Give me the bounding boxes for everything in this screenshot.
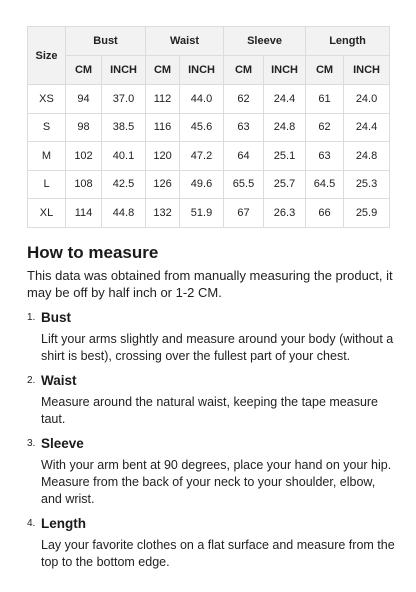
table-cell: 62 — [224, 85, 264, 114]
step-title-bust: Bust — [41, 310, 71, 325]
table-row — [28, 85, 390, 114]
table-cell: 94 — [66, 85, 102, 114]
step-title-waist: Waist — [41, 373, 77, 388]
table-header-row — [28, 27, 390, 56]
step-number: 3. — [27, 438, 36, 449]
waist-group-header: Waist — [146, 27, 224, 56]
unit-header: INCH — [180, 56, 224, 85]
table-cell: 24.0 — [344, 85, 390, 114]
unit-header: CM — [66, 56, 102, 85]
size-cell: S — [28, 113, 66, 142]
table-cell: 24.8 — [344, 142, 390, 171]
table-cell: 51.9 — [180, 199, 224, 228]
table-cell: 26.3 — [264, 199, 306, 228]
measurement-disclaimer: This data was obtained from manually measuring the product, it may be off by half inch or 1-2 CM. — [27, 268, 393, 300]
table-cell: 45.6 — [180, 113, 224, 142]
table-cell: 49.6 — [180, 170, 224, 199]
table-cell: 114 — [66, 199, 102, 228]
table-cell: 108 — [66, 170, 102, 199]
table-cell: 44.8 — [102, 199, 146, 228]
table-cell: 63 — [306, 142, 344, 171]
table-cell: 62 — [306, 113, 344, 142]
size-cell: XS — [28, 85, 66, 114]
measurement-steps-list — [27, 308, 397, 577]
table-cell: 112 — [146, 85, 180, 114]
table-cell: 24.4 — [264, 85, 306, 114]
step-description: With your arm bent at 90 degrees, place your hand on your hip. Measure from the back of your neck to your shoulder, elbow, and wrist. — [41, 458, 392, 506]
list-item — [27, 371, 397, 428]
step-number: 4. — [27, 518, 36, 529]
table-cell: 132 — [146, 199, 180, 228]
bust-group-header: Bust — [66, 27, 146, 56]
length-group-header: Length — [306, 27, 390, 56]
sleeve-group-header: Sleeve — [224, 27, 306, 56]
table-cell: 25.3 — [344, 170, 390, 199]
size-column-header: Size — [28, 27, 66, 85]
step-title-sleeve: Sleeve — [41, 436, 84, 451]
table-row — [28, 113, 390, 142]
table-unit-row — [28, 56, 390, 85]
unit-header: INCH — [102, 56, 146, 85]
table-cell: 40.1 — [102, 142, 146, 171]
how-to-measure-heading: How to measure — [27, 243, 159, 262]
unit-header: CM — [224, 56, 264, 85]
unit-header: INCH — [344, 56, 390, 85]
table-cell: 65.5 — [224, 170, 264, 199]
table-cell: 116 — [146, 113, 180, 142]
table-cell: 61 — [306, 85, 344, 114]
table-row — [28, 142, 390, 171]
step-description: Lay your favorite clothes on a flat surface and measure from the top to the bottom edge. — [41, 538, 395, 569]
step-number: 1. — [27, 312, 36, 323]
table-cell: 126 — [146, 170, 180, 199]
table-row — [28, 199, 390, 228]
table-cell: 24.8 — [264, 113, 306, 142]
list-item — [27, 434, 397, 508]
table-cell: 120 — [146, 142, 180, 171]
step-title-length: Length — [41, 516, 86, 531]
step-description: Lift your arms slightly and measure around your body (without a shirt is best), crossing over the fullest part of your chest. — [41, 332, 394, 363]
table-cell: 98 — [66, 113, 102, 142]
size-cell: M — [28, 142, 66, 171]
table-cell: 25.9 — [344, 199, 390, 228]
table-cell: 24.4 — [344, 113, 390, 142]
size-chart-table — [27, 26, 390, 228]
table-cell: 63 — [224, 113, 264, 142]
unit-header: INCH — [264, 56, 306, 85]
table-cell: 47.2 — [180, 142, 224, 171]
table-cell: 38.5 — [102, 113, 146, 142]
table-cell: 25.7 — [264, 170, 306, 199]
table-cell: 25.1 — [264, 142, 306, 171]
table-cell: 37.0 — [102, 85, 146, 114]
size-cell: XL — [28, 199, 66, 228]
table-cell: 102 — [66, 142, 102, 171]
table-cell: 42.5 — [102, 170, 146, 199]
table-cell: 66 — [306, 199, 344, 228]
list-item — [27, 308, 397, 365]
step-description: Measure around the natural waist, keeping the tape measure taut. — [41, 395, 379, 426]
table-row — [28, 170, 390, 199]
unit-header: CM — [306, 56, 344, 85]
size-cell: L — [28, 170, 66, 199]
table-cell: 64 — [224, 142, 264, 171]
table-cell: 67 — [224, 199, 264, 228]
step-number: 2. — [27, 375, 36, 386]
unit-header: CM — [146, 56, 180, 85]
table-cell: 64.5 — [306, 170, 344, 199]
list-item — [27, 514, 397, 571]
table-cell: 44.0 — [180, 85, 224, 114]
